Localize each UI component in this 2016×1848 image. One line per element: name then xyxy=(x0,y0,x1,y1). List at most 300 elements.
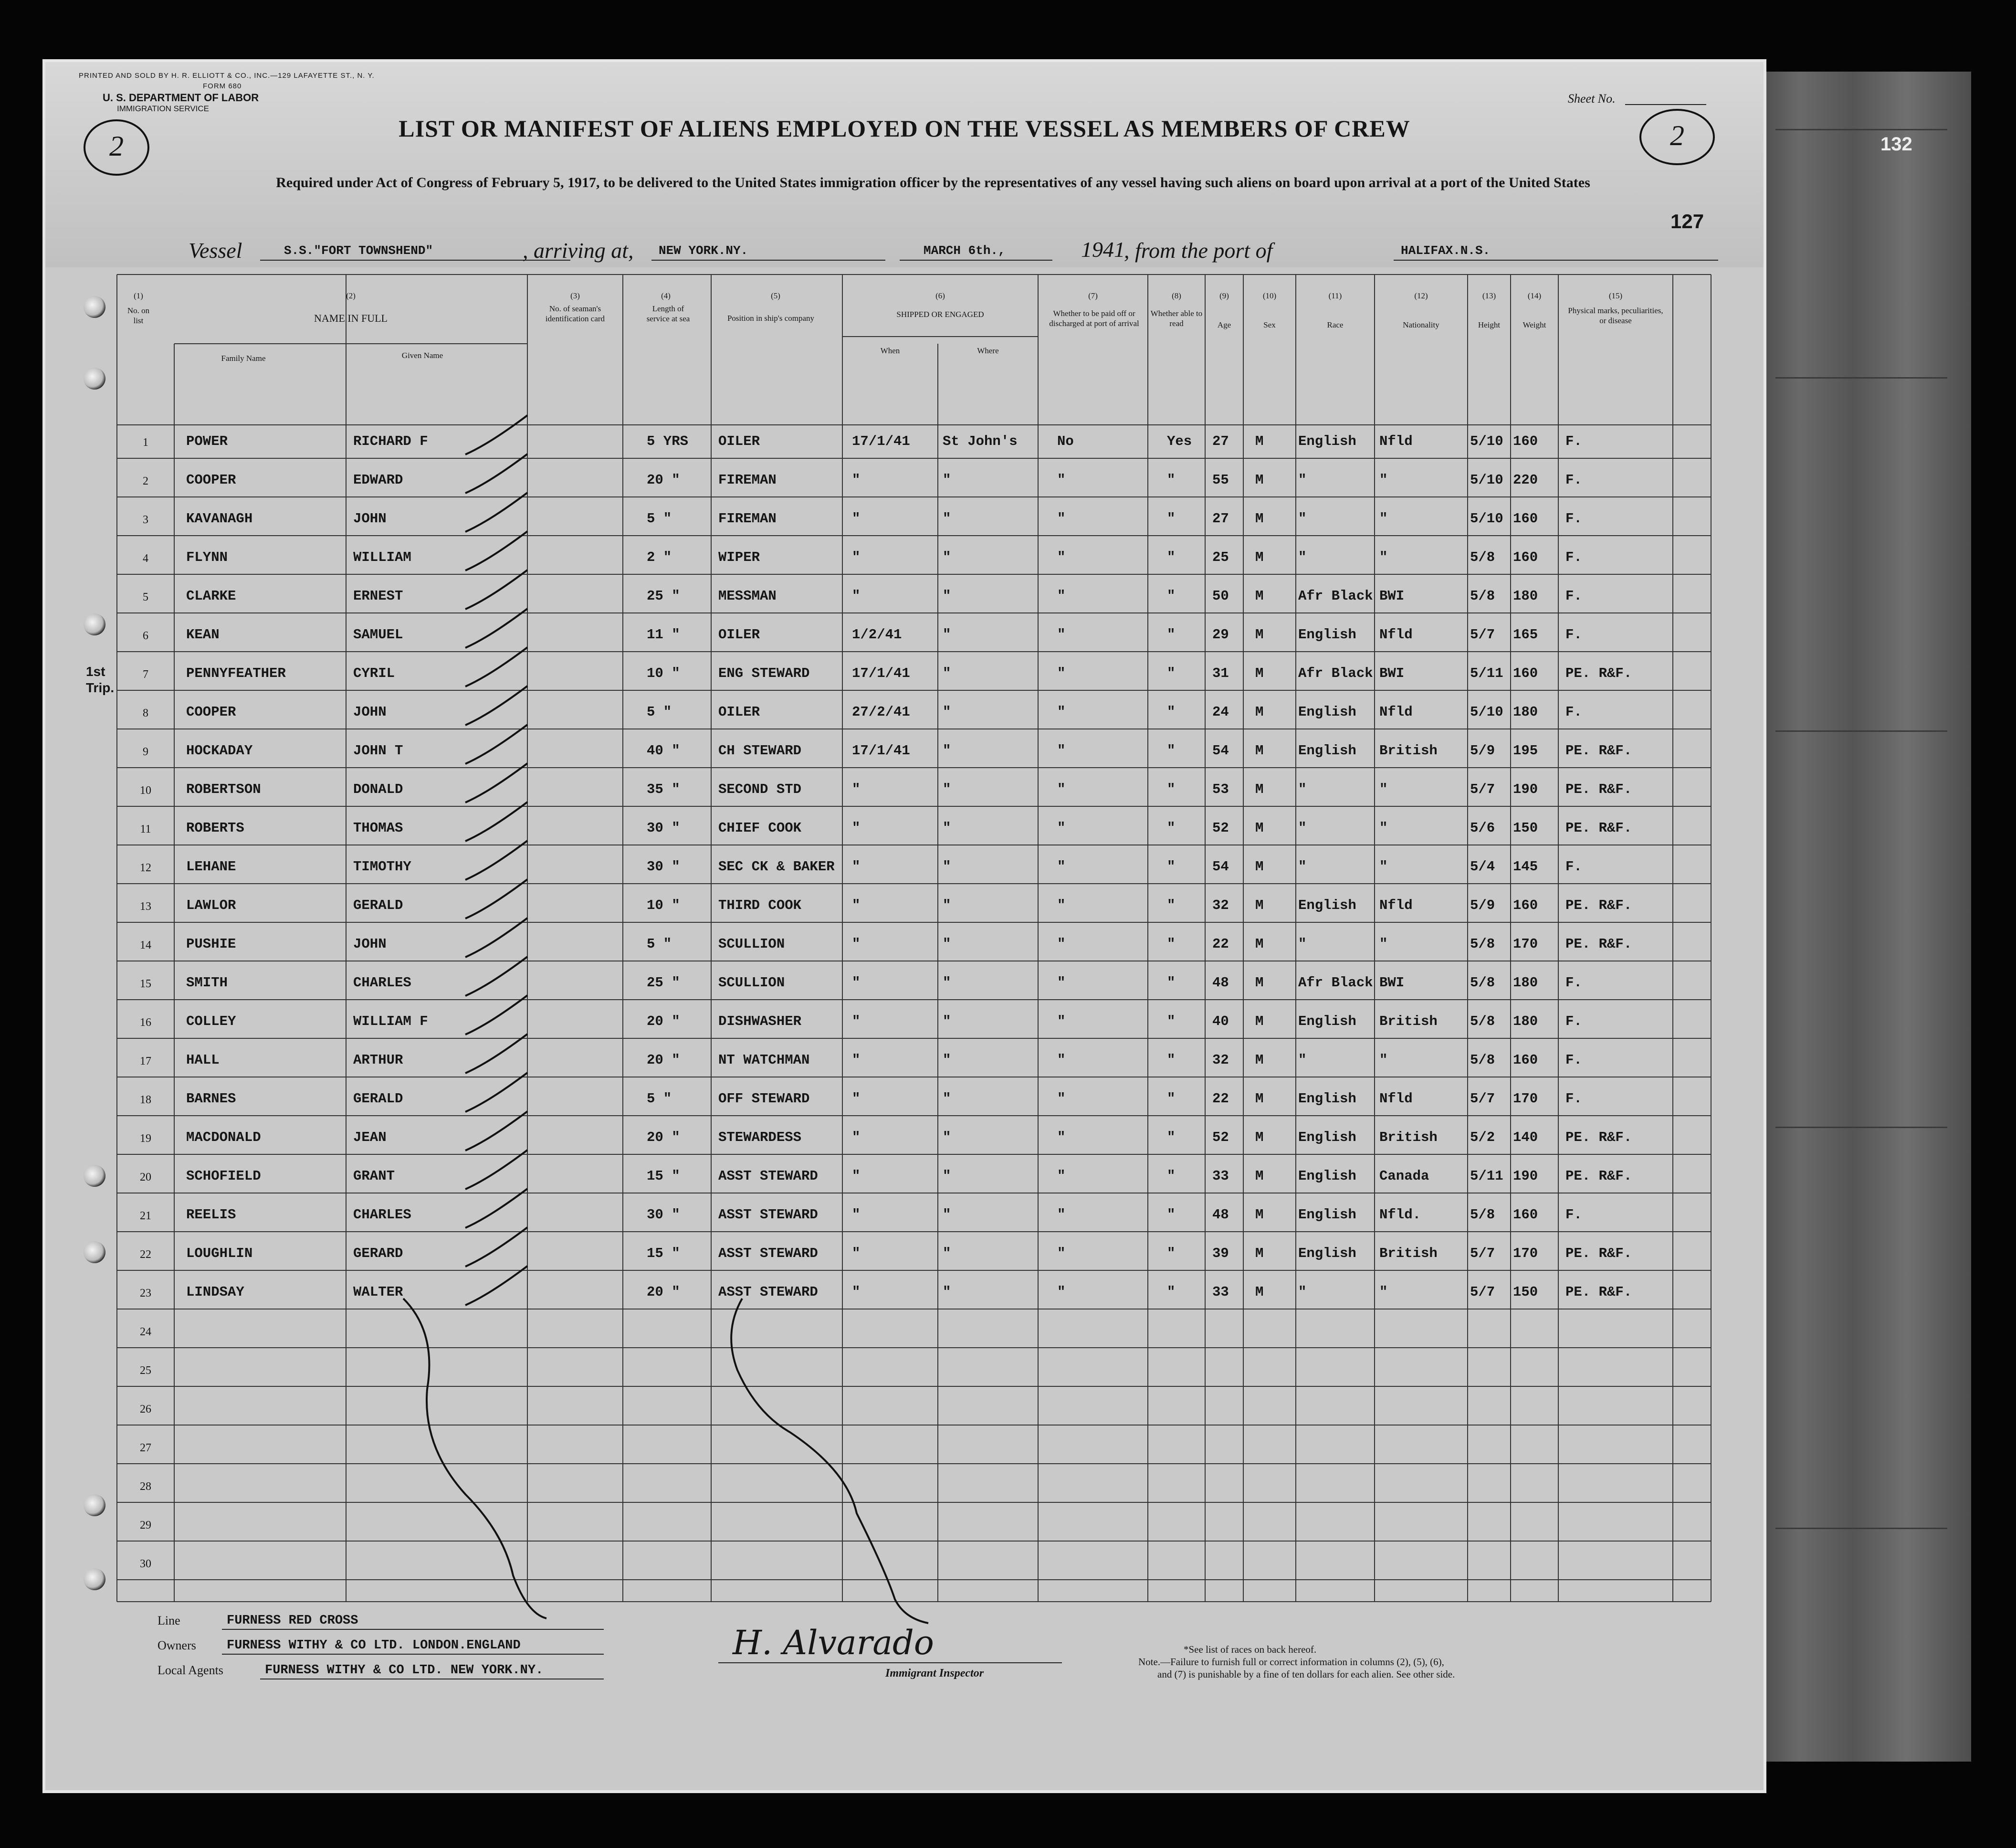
cell-service: 35 " xyxy=(647,781,680,797)
cell-height: 5/10 xyxy=(1470,433,1503,449)
cell-age: 55 xyxy=(1212,472,1229,488)
cell-sex: M xyxy=(1255,975,1264,991)
col-shipped-or-engaged: SHIPPED OR ENGAGED xyxy=(896,310,984,319)
cell-when: 17/1/41 xyxy=(852,743,910,759)
cell-where: " xyxy=(943,820,951,836)
row-number: 18 xyxy=(140,1094,151,1106)
cell-paid: " xyxy=(1057,1052,1066,1068)
col-7-number: (7) xyxy=(1088,291,1098,300)
cell-height: 5/8 xyxy=(1470,1014,1495,1029)
cell-read: " xyxy=(1167,1014,1176,1029)
cell-sex: M xyxy=(1255,1014,1264,1029)
col-10-number: (10) xyxy=(1262,291,1277,300)
cell-race: Afr Black xyxy=(1298,588,1373,604)
punch-hole xyxy=(84,1494,105,1516)
printer-line: PRINTED AND SOLD BY H. R. ELLIOTT & CO., INC.—129 LAFAYETTE ST., N. Y. xyxy=(79,72,375,80)
cell-family: KAVANAGH xyxy=(186,511,253,527)
cell-weight: 170 xyxy=(1513,936,1538,952)
cell-position: SCULLION xyxy=(718,975,785,991)
cell-service: 5 " xyxy=(647,1091,672,1107)
cell-sex: M xyxy=(1255,1130,1264,1145)
cell-race: " xyxy=(1298,549,1307,565)
cell-given: WILLIAM xyxy=(353,549,411,565)
cell-marks: F. xyxy=(1565,1091,1582,1107)
col-able-to-read: Whether able to read xyxy=(1150,309,1203,328)
cell-given: GERALD xyxy=(353,898,403,913)
margin-note: 1st Trip. xyxy=(86,664,115,695)
punch-hole xyxy=(84,1165,105,1187)
cell-marks: PE. R&F. xyxy=(1565,1168,1632,1184)
row-number: 8 xyxy=(143,707,148,719)
cell-family: COLLEY xyxy=(186,1014,236,1029)
cell-race: " xyxy=(1298,820,1307,836)
row-number: 2 xyxy=(143,475,148,487)
cell-weight: 170 xyxy=(1513,1246,1538,1261)
cell-given: GERARD xyxy=(353,1246,403,1261)
cell-given: TIMOTHY xyxy=(353,859,411,875)
row-number: 15 xyxy=(140,978,151,990)
cell-where: " xyxy=(943,1284,951,1300)
cell-weight: 160 xyxy=(1513,433,1538,449)
cell-when: " xyxy=(852,820,861,836)
row-number: 21 xyxy=(140,1210,151,1222)
cell-when: " xyxy=(852,1052,861,1068)
cell-weight: 150 xyxy=(1513,820,1538,836)
cell-race: " xyxy=(1298,781,1307,797)
cell-family: KEAN xyxy=(186,627,220,643)
cell-race: " xyxy=(1298,936,1307,952)
cell-marks: PE. R&F. xyxy=(1565,781,1632,797)
cell-age: 33 xyxy=(1212,1168,1229,1184)
cell-weight: 170 xyxy=(1513,1091,1538,1107)
cell-marks: PE. R&F. xyxy=(1565,898,1632,913)
cell-sex: M xyxy=(1255,665,1264,681)
col-age: Age xyxy=(1217,320,1231,329)
cell-service: 30 " xyxy=(647,820,680,836)
cell-paid: " xyxy=(1057,1014,1066,1029)
cell-paid: " xyxy=(1057,1207,1066,1223)
col-given-name: Given Name xyxy=(401,351,443,360)
cell-sex: M xyxy=(1255,743,1264,759)
cell-marks: PE. R&F. xyxy=(1565,820,1632,836)
cell-nat: BWI xyxy=(1379,665,1405,681)
cell-sex: M xyxy=(1255,1246,1264,1261)
cell-age: 27 xyxy=(1212,433,1229,449)
cell-service: 5 " xyxy=(647,936,672,952)
owners-label: Owners xyxy=(158,1638,196,1652)
cell-service: 20 " xyxy=(647,472,680,488)
cell-paid: " xyxy=(1057,511,1066,527)
cell-family: SMITH xyxy=(186,975,228,991)
cell-given: DONALD xyxy=(353,781,403,797)
cell-marks: PE. R&F. xyxy=(1565,665,1632,681)
cell-weight: 160 xyxy=(1513,665,1538,681)
cell-marks: F. xyxy=(1565,975,1582,991)
cell-nat: Canada xyxy=(1379,1168,1429,1184)
cell-age: 22 xyxy=(1212,936,1229,952)
cell-family: FLYNN xyxy=(186,549,228,565)
cell-paid: No xyxy=(1057,433,1074,449)
cell-height: 5/11 xyxy=(1470,665,1503,681)
cell-given: GERALD xyxy=(353,1091,403,1107)
col-race: Race xyxy=(1327,320,1344,329)
cell-height: 5/4 xyxy=(1470,859,1495,875)
cell-nat: " xyxy=(1379,1052,1388,1068)
cell-family: COOPER xyxy=(186,472,236,488)
form-subtitle: Required under Act of Congress of February 5, 1917, to be delivered to the United States immigration officer by the representatives of any vessel having such aliens on board upon arrival at a port of the United States xyxy=(276,175,1590,190)
cell-nat: " xyxy=(1379,472,1388,488)
cell-race: English xyxy=(1298,1246,1356,1261)
cell-family: CLARKE xyxy=(186,588,236,604)
cell-service: 10 " xyxy=(647,665,680,681)
cell-nat: Nfld xyxy=(1379,1091,1413,1107)
cell-sex: M xyxy=(1255,936,1264,952)
cell-nat: British xyxy=(1379,743,1438,759)
cell-age: 22 xyxy=(1212,1091,1229,1107)
cell-sex: M xyxy=(1255,1168,1264,1184)
punch-hole xyxy=(84,1568,105,1590)
cell-when: " xyxy=(852,1246,861,1261)
cell-paid: " xyxy=(1057,975,1066,991)
cell-family: MACDONALD xyxy=(186,1130,261,1145)
cell-read: Yes xyxy=(1167,433,1192,449)
cell-race: English xyxy=(1298,1207,1356,1223)
cell-given: WILLIAM F xyxy=(353,1014,428,1029)
cell-position: STEWARDESS xyxy=(718,1130,802,1145)
cell-marks: PE. R&F. xyxy=(1565,1284,1632,1300)
cell-where: " xyxy=(943,1130,951,1145)
cell-service: 5 YRS xyxy=(647,433,689,449)
cell-nat: Nfld xyxy=(1379,627,1413,643)
sheet-number: 2 xyxy=(1639,109,1715,165)
cell-where: " xyxy=(943,859,951,875)
cell-when: " xyxy=(852,975,861,991)
cell-where: " xyxy=(943,511,951,527)
shipping-line: FURNESS RED CROSS xyxy=(227,1614,358,1628)
cell-where: " xyxy=(943,1014,951,1029)
cell-position: CHIEF COOK xyxy=(718,820,802,836)
cell-when: " xyxy=(852,898,861,913)
cell-weight: 160 xyxy=(1513,511,1538,527)
cell-position: MESSMAN xyxy=(718,588,777,604)
cell-service: 5 " xyxy=(647,511,672,527)
cell-service: 20 " xyxy=(647,1284,680,1300)
cell-paid: " xyxy=(1057,1168,1066,1184)
cell-where: " xyxy=(943,1052,951,1068)
cell-family: LAWLOR xyxy=(186,898,236,913)
cell-position: SEC CK & BAKER xyxy=(718,859,835,875)
cell-position: DISHWASHER xyxy=(718,1014,802,1029)
cell-height: 5/7 xyxy=(1470,1284,1495,1300)
cell-service: 30 " xyxy=(647,1207,680,1223)
cell-service: 20 " xyxy=(647,1052,680,1068)
cell-position: ASST STEWARD xyxy=(718,1246,818,1261)
cell-position: THIRD COOK xyxy=(718,898,802,913)
cell-height: 5/7 xyxy=(1470,627,1495,643)
cell-marks: PE. R&F. xyxy=(1565,1246,1632,1261)
cell-height: 5/9 xyxy=(1470,743,1495,759)
row-number: 28 xyxy=(140,1480,151,1493)
row-number: 29 xyxy=(140,1519,151,1531)
row-number: 14 xyxy=(140,939,151,951)
cell-family: PUSHIE xyxy=(186,936,236,952)
cell-age: 33 xyxy=(1212,1284,1229,1300)
cell-given: THOMAS xyxy=(353,820,403,836)
sheet-label: Sheet No. xyxy=(1568,92,1616,106)
cell-sex: M xyxy=(1255,820,1264,836)
cell-sex: M xyxy=(1255,433,1264,449)
cell-weight: 145 xyxy=(1513,859,1538,875)
cell-where: " xyxy=(943,1091,951,1107)
col-13-number: (13) xyxy=(1482,291,1496,300)
cell-nat: " xyxy=(1379,936,1388,952)
cell-when: " xyxy=(852,511,861,527)
vessel-name: S.S."FORT TOWNSHEND" xyxy=(284,243,433,258)
cell-family: ROBERTS xyxy=(186,820,244,836)
cell-when: " xyxy=(852,472,861,488)
punch-hole xyxy=(84,368,105,390)
cell-service: 10 " xyxy=(647,898,680,913)
cell-service: 20 " xyxy=(647,1014,680,1029)
col-11-number: (11) xyxy=(1328,291,1342,300)
cell-sex: M xyxy=(1255,588,1264,604)
cell-given: CHARLES xyxy=(353,975,411,991)
cell-given: CHARLES xyxy=(353,1207,411,1223)
cell-race: English xyxy=(1298,898,1356,913)
cell-weight: 160 xyxy=(1513,898,1538,913)
cell-weight: 165 xyxy=(1513,627,1538,643)
cell-race: " xyxy=(1298,859,1307,875)
cell-when: 1/2/41 xyxy=(852,627,902,643)
cell-where: " xyxy=(943,1207,951,1223)
departure-port: HALIFAX.N.S. xyxy=(1401,243,1491,258)
cell-race: English xyxy=(1298,1168,1356,1184)
cell-where: " xyxy=(943,898,951,913)
cell-where: " xyxy=(943,1246,951,1261)
cell-position: SCULLION xyxy=(718,936,785,952)
cell-read: " xyxy=(1167,898,1176,913)
cell-nat: British xyxy=(1379,1130,1438,1145)
col-14-number: (14) xyxy=(1527,291,1542,300)
cell-race: " xyxy=(1298,472,1307,488)
cell-sex: M xyxy=(1255,549,1264,565)
cell-race: English xyxy=(1298,433,1356,449)
cell-race: English xyxy=(1298,627,1356,643)
cell-weight: 190 xyxy=(1513,1168,1538,1184)
races-note: *See list of races on back hereof. xyxy=(1184,1644,1317,1655)
cell-where: " xyxy=(943,781,951,797)
cell-race: English xyxy=(1298,1130,1356,1145)
agents-label: Local Agents xyxy=(158,1663,223,1677)
cell-paid: " xyxy=(1057,898,1066,913)
cell-where: " xyxy=(943,472,951,488)
cell-sex: M xyxy=(1255,472,1264,488)
cell-service: 25 " xyxy=(647,975,680,991)
cell-marks: F. xyxy=(1565,627,1582,643)
cell-where: " xyxy=(943,665,951,681)
cell-weight: 150 xyxy=(1513,1284,1538,1300)
cell-given: CYRIL xyxy=(353,665,395,681)
row-number: 26 xyxy=(140,1403,151,1415)
cell-marks: PE. R&F. xyxy=(1565,1130,1632,1145)
cell-given: ARTHUR xyxy=(353,1052,403,1068)
cell-weight: 180 xyxy=(1513,588,1538,604)
cell-age: 40 xyxy=(1212,1014,1229,1029)
cell-read: " xyxy=(1167,1207,1176,1223)
cell-marks: F. xyxy=(1565,549,1582,565)
cell-family: LEHANE xyxy=(186,859,236,875)
cell-read: " xyxy=(1167,781,1176,797)
cell-sex: M xyxy=(1255,1284,1264,1300)
cell-service: 30 " xyxy=(647,859,680,875)
col-paid-off: Whether to be paid off or discharged at port of arrival xyxy=(1049,309,1139,328)
cell-where: " xyxy=(943,1168,951,1184)
cell-height: 5/8 xyxy=(1470,975,1495,991)
cell-height: 5/2 xyxy=(1470,1130,1495,1145)
cell-height: 5/10 xyxy=(1470,704,1503,720)
cell-position: ASST STEWARD xyxy=(718,1284,818,1300)
cell-when: " xyxy=(852,588,861,604)
cell-sex: M xyxy=(1255,1207,1264,1223)
cell-height: 5/8 xyxy=(1470,1207,1495,1223)
col-where: Where xyxy=(977,346,999,355)
cell-position: ASST STEWARD xyxy=(718,1207,818,1223)
row-number: 23 xyxy=(140,1287,151,1299)
cell-marks: F. xyxy=(1565,1052,1582,1068)
cell-race: Afr Black xyxy=(1298,975,1373,991)
cell-race: English xyxy=(1298,1091,1356,1107)
cell-position: CH STEWARD xyxy=(718,743,802,759)
cell-position: OFF STEWARD xyxy=(718,1091,810,1107)
cell-height: 5/7 xyxy=(1470,781,1495,797)
inspector-signature: H. Alvarado xyxy=(733,1623,934,1662)
cell-given: RICHARD F xyxy=(353,433,428,449)
col-length-of-service: Length of service at sea xyxy=(646,304,690,323)
cell-weight: 160 xyxy=(1513,1052,1538,1068)
cell-when: " xyxy=(852,549,861,565)
row-number: 25 xyxy=(140,1364,151,1377)
row-number: 1 xyxy=(143,436,148,449)
cell-height: 5/7 xyxy=(1470,1246,1495,1261)
col-12-number: (12) xyxy=(1414,291,1428,300)
cell-age: 54 xyxy=(1212,743,1229,759)
cell-service: 25 " xyxy=(647,588,680,604)
row-number: 7 xyxy=(143,668,148,681)
stamp-number: 132 xyxy=(1880,134,1912,155)
owners: FURNESS WITHY & CO LTD. LONDON.ENGLAND xyxy=(227,1638,521,1653)
cell-where: " xyxy=(943,549,951,565)
cell-when: " xyxy=(852,936,861,952)
cell-read: " xyxy=(1167,859,1176,875)
cell-height: 5/8 xyxy=(1470,588,1495,604)
cell-read: " xyxy=(1167,665,1176,681)
manifest-sheet xyxy=(45,62,1912,1790)
cell-when: " xyxy=(852,1284,861,1300)
cell-position: OILER xyxy=(718,704,760,720)
cell-read: " xyxy=(1167,704,1176,720)
col-9-number: (9) xyxy=(1219,291,1229,300)
cell-position: ENG STEWARD xyxy=(718,665,810,681)
row-number: 30 xyxy=(140,1558,151,1570)
cell-service: 20 " xyxy=(647,1130,680,1145)
cell-age: 29 xyxy=(1212,627,1229,643)
cell-sex: M xyxy=(1255,859,1264,875)
cell-race: " xyxy=(1298,1284,1307,1300)
col-name-in-full: NAME IN FULL xyxy=(314,312,388,324)
cell-marks: F. xyxy=(1565,859,1582,875)
cell-when: " xyxy=(852,1014,861,1029)
cell-family: HALL xyxy=(186,1052,220,1068)
cell-where: " xyxy=(943,743,951,759)
cell-sex: M xyxy=(1255,704,1264,720)
cell-given: JEAN xyxy=(353,1130,387,1145)
col-6-number: (6) xyxy=(935,291,945,300)
row-number: 13 xyxy=(140,900,151,913)
cell-nat: " xyxy=(1379,859,1388,875)
cell-race: English xyxy=(1298,743,1356,759)
cell-read: " xyxy=(1167,820,1176,836)
cell-weight: 180 xyxy=(1513,1014,1538,1029)
row-number: 27 xyxy=(140,1442,151,1454)
cell-family: LINDSAY xyxy=(186,1284,244,1300)
cell-position: FIREMAN xyxy=(718,511,777,527)
cell-read: " xyxy=(1167,1168,1176,1184)
cell-read: " xyxy=(1167,511,1176,527)
cell-paid: " xyxy=(1057,781,1066,797)
from-port-label: , from the port of xyxy=(1124,238,1273,263)
cell-age: 24 xyxy=(1212,704,1229,720)
form-number: FORM 680 xyxy=(203,82,242,90)
cell-height: 5/8 xyxy=(1470,936,1495,952)
cell-paid: " xyxy=(1057,1130,1066,1145)
cell-family: ROBERTSON xyxy=(186,781,261,797)
cell-position: SECOND STD xyxy=(718,781,802,797)
cell-age: 54 xyxy=(1212,859,1229,875)
cell-weight: 220 xyxy=(1513,472,1538,488)
cell-nat: Nfld xyxy=(1379,433,1413,449)
cell-weight: 160 xyxy=(1513,1207,1538,1223)
cell-sex: M xyxy=(1255,511,1264,527)
cell-height: 5/7 xyxy=(1470,1091,1495,1107)
cell-family: BARNES xyxy=(186,1091,236,1107)
cell-when: " xyxy=(852,1168,861,1184)
col-4-number: (4) xyxy=(661,291,671,300)
col-5-number: (5) xyxy=(771,291,780,300)
cell-weight: 140 xyxy=(1513,1130,1538,1145)
cell-sex: M xyxy=(1255,1091,1264,1107)
row-number: 12 xyxy=(140,862,151,874)
cell-when: " xyxy=(852,1130,861,1145)
cell-height: 5/11 xyxy=(1470,1168,1503,1184)
form-title: LIST OR MANIFEST OF ALIENS EMPLOYED ON THE VESSEL AS MEMBERS OF CREW xyxy=(399,115,1410,142)
punch-hole xyxy=(84,296,105,318)
punch-hole xyxy=(84,613,105,635)
cell-age: 52 xyxy=(1212,1130,1229,1145)
cell-nat: " xyxy=(1379,511,1388,527)
col-height: Height xyxy=(1478,320,1501,329)
cell-given: GRANT xyxy=(353,1168,395,1184)
cell-given: ERNEST xyxy=(353,588,403,604)
cell-paid: " xyxy=(1057,859,1066,875)
cell-paid: " xyxy=(1057,627,1066,643)
cell-paid: " xyxy=(1057,1246,1066,1261)
cell-nat: Nfld xyxy=(1379,704,1413,720)
cell-nat: British xyxy=(1379,1014,1438,1029)
row-number: 17 xyxy=(140,1055,151,1067)
row-number: 3 xyxy=(143,514,148,526)
cell-family: COOPER xyxy=(186,704,236,720)
cell-age: 32 xyxy=(1212,898,1229,913)
